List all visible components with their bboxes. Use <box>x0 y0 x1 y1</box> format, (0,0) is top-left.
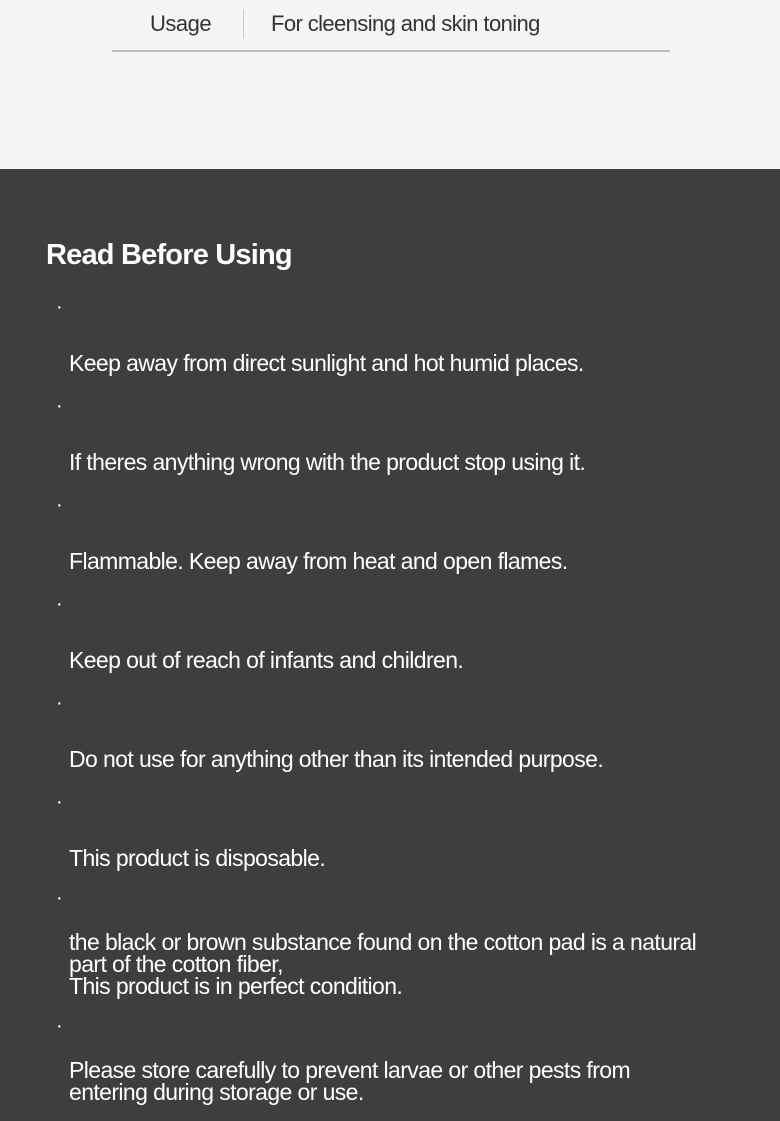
bullet-icon: · <box>56 593 63 615</box>
bullet-icon: · <box>56 692 63 714</box>
notice-item-text: Flammable. Keep away from heat and open flames. <box>69 548 568 574</box>
notice-item <box>56 689 756 773</box>
notice-item <box>56 788 756 872</box>
notice-item <box>56 1015 756 1103</box>
notice-item <box>56 293 756 377</box>
notice-title: Read Before Using <box>46 239 292 271</box>
bullet-icon: · <box>56 395 63 417</box>
spec-row-usage <box>112 0 670 52</box>
notice-item-text: If theres anything wrong with the product stop using it. <box>69 449 586 475</box>
bullet-icon: · <box>56 791 63 813</box>
notice-item <box>56 887 756 997</box>
spec-divider <box>243 10 244 38</box>
notice-item <box>56 392 756 476</box>
notice-item <box>56 491 756 575</box>
notice-list <box>56 293 756 1121</box>
notice-item-text: Do not use for anything other than its intended purpose. <box>69 746 604 772</box>
notice-item-text: Keep away from direct sunlight and hot humid places. <box>69 350 584 376</box>
bullet-icon: · <box>56 887 63 909</box>
spec-value: For cleensing and skin toning <box>271 11 540 36</box>
notice-item-text: the black or brown substance found on the cotton pad is a natural part of the cotton fiber, This product is in perfect condition. <box>69 929 697 999</box>
notice-item-text: This product is disposable. <box>69 845 326 871</box>
notice-item-text: Keep out of reach of infants and children. <box>69 647 464 673</box>
spec-label: Usage <box>150 11 212 36</box>
read-before-using-section <box>0 169 780 1105</box>
bullet-icon: · <box>56 296 63 318</box>
notice-item-text: Please store carefully to prevent larvae or other pests from entering during storage or use. <box>69 1057 631 1105</box>
bullet-icon: · <box>56 494 63 516</box>
notice-item <box>56 590 756 674</box>
bullet-icon: · <box>56 1015 63 1037</box>
product-spec-section <box>0 0 780 169</box>
